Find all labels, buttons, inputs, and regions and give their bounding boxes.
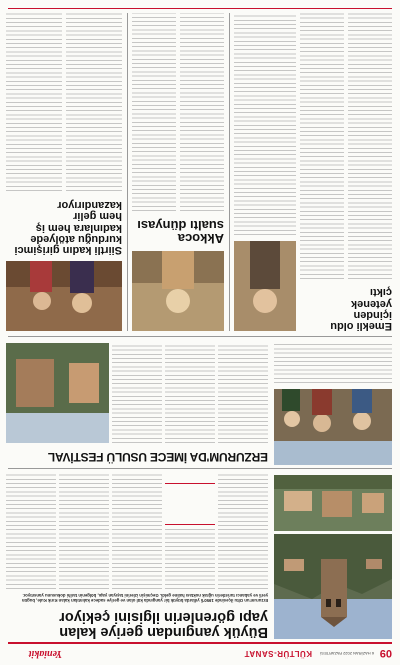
- vertical-divider-1: [229, 13, 230, 331]
- main-deck: [6, 592, 268, 603]
- main-headline-line1: Büyük yangından geriye kalan: [59, 624, 268, 640]
- section-divider-1: [8, 468, 392, 469]
- center-story-line2: sualtı dünyası: [137, 217, 224, 233]
- right-story-line3: yetenek: [351, 297, 392, 310]
- brand-logo: Yeniakit: [28, 648, 62, 659]
- festival-headline: ERZURUM'DA İMECE USULÜ FESTİVAL: [48, 450, 268, 464]
- main-body-col5: [6, 473, 56, 589]
- right-story-line4: çıktı: [369, 286, 392, 299]
- page-number: 09: [379, 647, 392, 659]
- main-headline: [6, 609, 268, 639]
- sidebar-headline-line4: hem gelir: [73, 210, 122, 223]
- retiree-photo: [234, 241, 296, 331]
- main-body-col3: [112, 473, 162, 589]
- sidebar-headline-line1: Siirtli kadın girişimci: [14, 244, 122, 256]
- sidebar-headline-line2: kurduğu atölyede: [30, 232, 122, 245]
- sidebar-body2: [6, 13, 62, 191]
- festival-body-col3: [112, 343, 162, 443]
- right-story-body1: [348, 13, 392, 279]
- center-story-headline: [132, 219, 224, 246]
- section-divider-2: [8, 336, 392, 337]
- festival-body-col1: [218, 343, 268, 443]
- sidebar-headline: [6, 199, 122, 255]
- vertical-divider-2: [127, 13, 128, 331]
- right-story-body3: [234, 13, 296, 235]
- festival-photo-2: [6, 343, 109, 443]
- sidebar-headline-line5: kazandırıyor: [57, 199, 122, 212]
- right-story-headline: [300, 286, 392, 331]
- pull-quote: [165, 483, 215, 525]
- section-title: KÜLTÜR-SANAT: [244, 649, 312, 658]
- masthead: [8, 645, 392, 659]
- underwater-photo: [132, 251, 224, 331]
- tower-photo: [274, 534, 392, 639]
- main-headline-line2: yapı görenlerin ilgisini çekiyor: [59, 609, 268, 626]
- footer-rule: [8, 8, 392, 9]
- festival-body-col2: [165, 343, 215, 443]
- festival-body-left: [274, 343, 392, 383]
- main-deck-line2: yerli ve yabancı turistlerin uğrak noktası haline geldi. Geçmişin izlerini taşıyan yapı, bölgenin tarihi dokusunu yansıtıyor.: [22, 592, 268, 598]
- center-story-body1: [180, 13, 224, 211]
- center-story-body2: [132, 13, 176, 211]
- right-story-line1: Emekli oldu: [330, 320, 392, 332]
- right-story-body2: [300, 13, 344, 279]
- main-body-col4: [59, 473, 109, 589]
- date-line: 6 HAZİRAN 2022 PAZARTESİ: [320, 651, 374, 656]
- main-body-col1: [218, 473, 268, 589]
- main-body-col2: [165, 529, 215, 589]
- right-story-line2: içinden: [353, 308, 392, 321]
- festival-photo: [274, 389, 392, 465]
- main-deck-line1: Erzurum'un Oltu ilçesinde 1950'li yıllarda büyük bir yangında kül olan ve geriye sadece kalıntıları kalan Kırık Kule, bugün: [21, 598, 268, 603]
- center-story-line1: Akkoca: [177, 231, 224, 246]
- village-photo: [274, 475, 392, 531]
- workshop-photo: [6, 261, 122, 331]
- sidebar-body1: [66, 13, 122, 191]
- masthead-rule: [8, 643, 392, 645]
- sidebar-headline-line3: kadınlara hem iş: [35, 221, 122, 234]
